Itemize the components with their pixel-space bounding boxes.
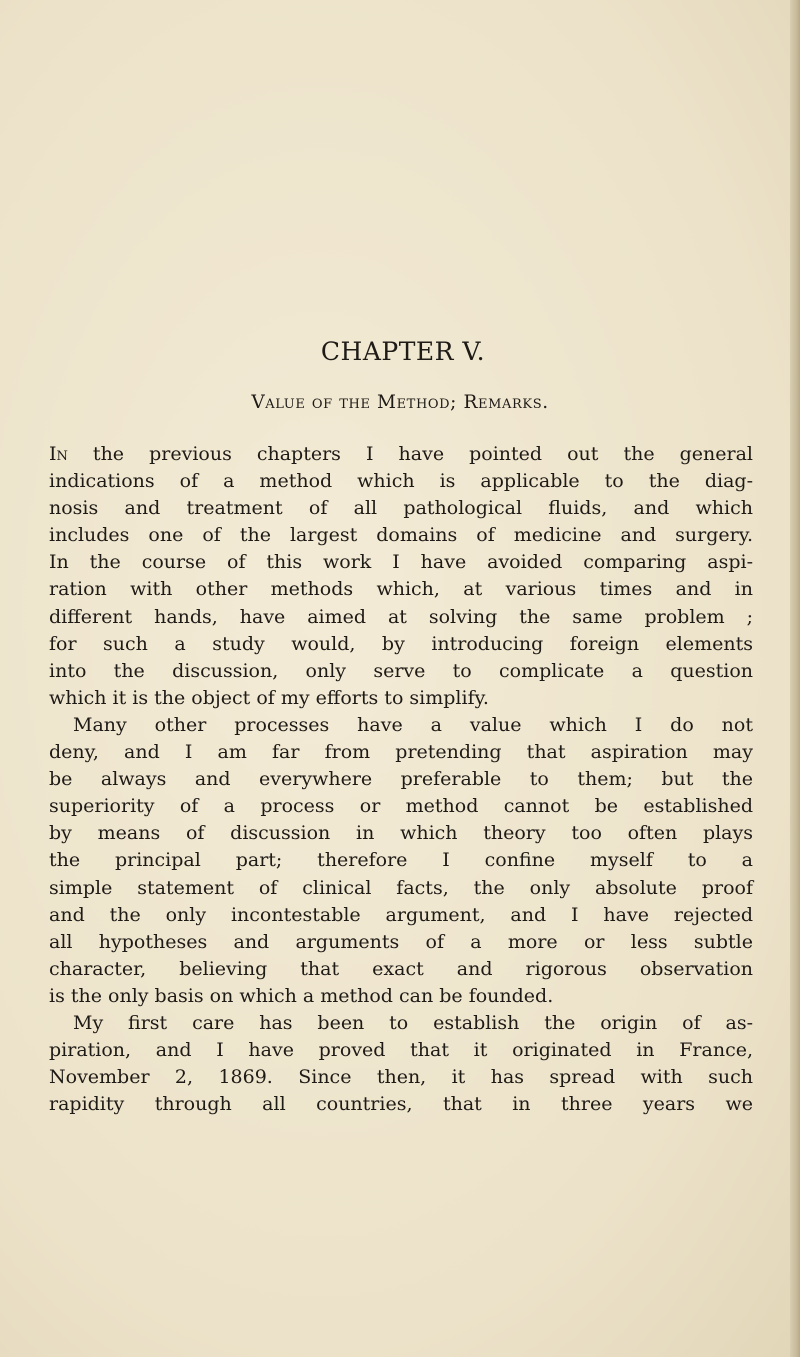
text-line: rapidity through all countries, that in three years we bbox=[49, 1093, 753, 1116]
text-line: simple statement of clinical facts, the only absolute proof bbox=[49, 876, 753, 899]
text-line: be always and everywhere preferable to them; but the bbox=[49, 768, 753, 791]
text-line: and the only incontestable argument, and I have rejected bbox=[49, 903, 753, 926]
text-line: piration, and I have proved that it originated in France, bbox=[49, 1039, 753, 1062]
text-line: the principal part; therefore I confine myself to a bbox=[49, 849, 753, 872]
text-line: In the course of this work I have avoided comparing aspi- bbox=[49, 551, 753, 574]
text-line: My first care has been to establish the origin of as- bbox=[73, 1011, 753, 1034]
page-edge bbox=[790, 0, 800, 1357]
text-line: by means of discussion in which theory too often plays bbox=[49, 822, 753, 845]
text-line: is the only basis on which a method can be founded. bbox=[49, 984, 554, 1007]
text-line: November 2, 1869. Since then, it has spread with such bbox=[49, 1066, 753, 1089]
chapter-subtitle: Value of the Method; Remarks. bbox=[251, 392, 549, 413]
text-line: all hypotheses and arguments of a more or less subtle bbox=[49, 930, 753, 953]
text-line: includes one of the largest domains of medicine and surgery. bbox=[49, 524, 753, 547]
drop-word: In bbox=[49, 443, 68, 465]
chapter-heading: CHAPTER V. bbox=[320, 337, 486, 366]
text-line: character, believing that exact and rigorous observation bbox=[49, 957, 753, 980]
text-line: Many other processes have a value which I do not bbox=[73, 713, 753, 736]
text-line: for such a study would, by introducing foreign elements bbox=[49, 632, 753, 655]
body-text bbox=[49, 441, 753, 1118]
text-line: which it is the object of my efforts to simplify. bbox=[49, 686, 489, 709]
text-line: deny, and I am far from pretending that aspiration may bbox=[49, 741, 753, 764]
text-line: ration with other methods which, at various times and in bbox=[49, 578, 753, 601]
text-line: superiority of a process or method cannot be established bbox=[49, 795, 753, 818]
text-line: into the discussion, only serve to complicate a question bbox=[49, 659, 753, 682]
text-line: different hands, have aimed at solving the same problem ; bbox=[49, 605, 753, 628]
text-line: In the previous chapters I have pointed out the general bbox=[49, 443, 753, 465]
text-line: nosis and treatment of all pathological fluids, and which bbox=[49, 497, 753, 520]
text-line: indications of a method which is applicable to the diag- bbox=[49, 470, 753, 493]
